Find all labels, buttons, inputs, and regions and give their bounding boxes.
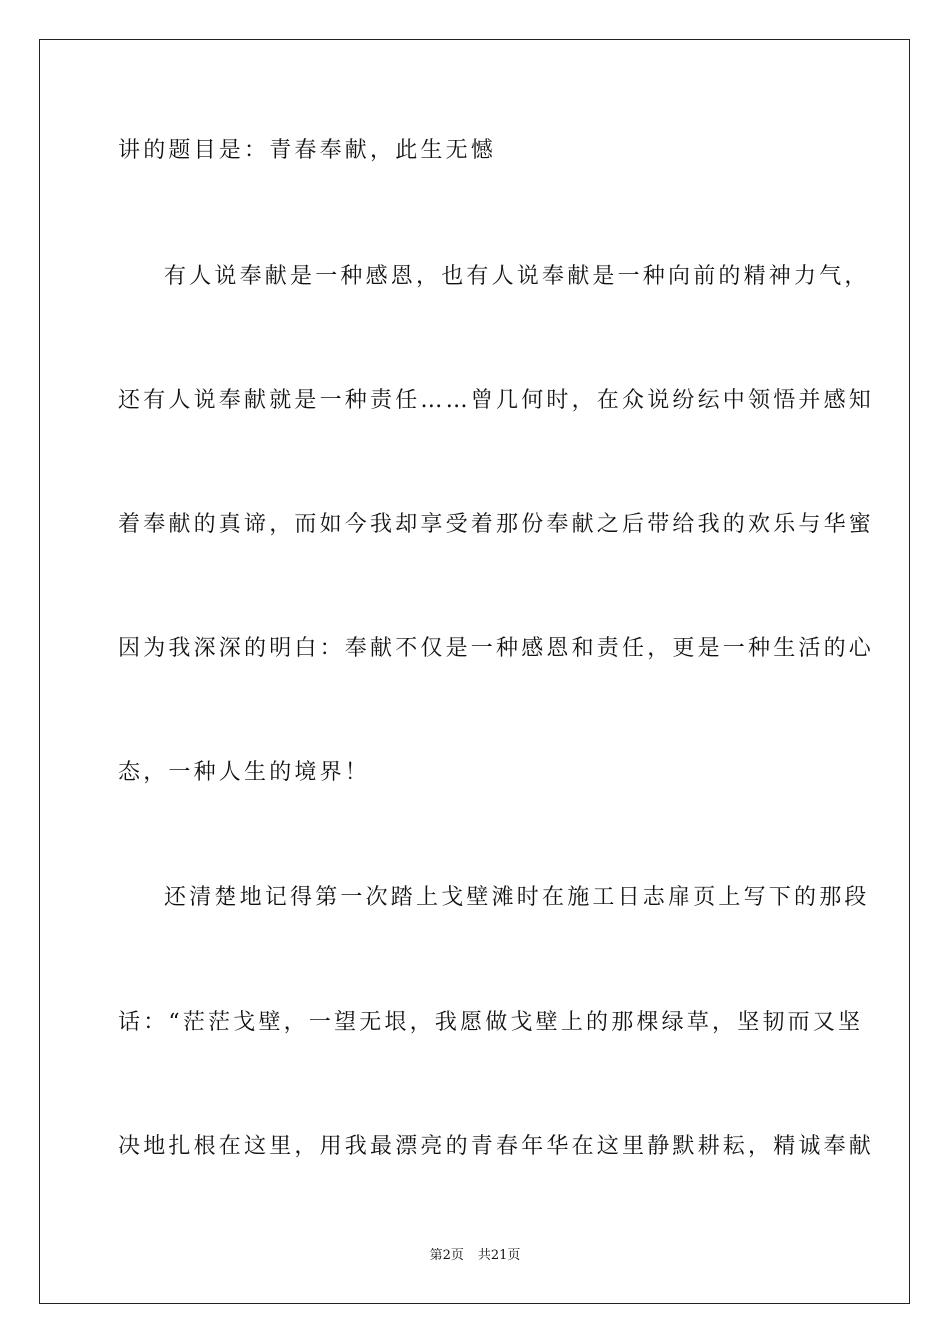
text-line-9: 决地扎根在这里，用我最漂亮的青春年华在这里静默耕耘，精诚奉献	[118, 1134, 875, 1159]
text-line-7: 还清楚地记得第一次踏上戈壁滩时在施工日志扉页上写下的那段	[164, 885, 870, 910]
page-border	[39, 39, 910, 1304]
text-line-6: 态，一种人生的境界！	[118, 760, 371, 785]
page-number: 第2页	[429, 1248, 464, 1263]
text-line-2: 有人说奉献是一种感恩，也有人说奉献是一种向前的精神力气，	[164, 264, 870, 289]
text-line-5: 因为我深深的明白：奉献不仅是一种感恩和责任，更是一种生活的心	[118, 636, 875, 661]
text-line-4: 着奉献的真谛，而如今我却享受着那份奉献之后带给我的欢乐与华蜜	[118, 512, 875, 537]
page-total: 共21页	[477, 1248, 521, 1263]
page-footer	[0, 1247, 950, 1265]
text-line-1: 讲的题目是：青春奉献，此生无憾	[118, 138, 497, 163]
text-line-8: 话：“茫茫戈壁，一望无垠，我愿做戈壁上的那棵绿草，坚韧而又坚	[118, 1010, 864, 1035]
text-line-3: 还有人说奉献就是一种责任……曾几何时，在众说纷纭中领悟并感知	[118, 388, 875, 413]
